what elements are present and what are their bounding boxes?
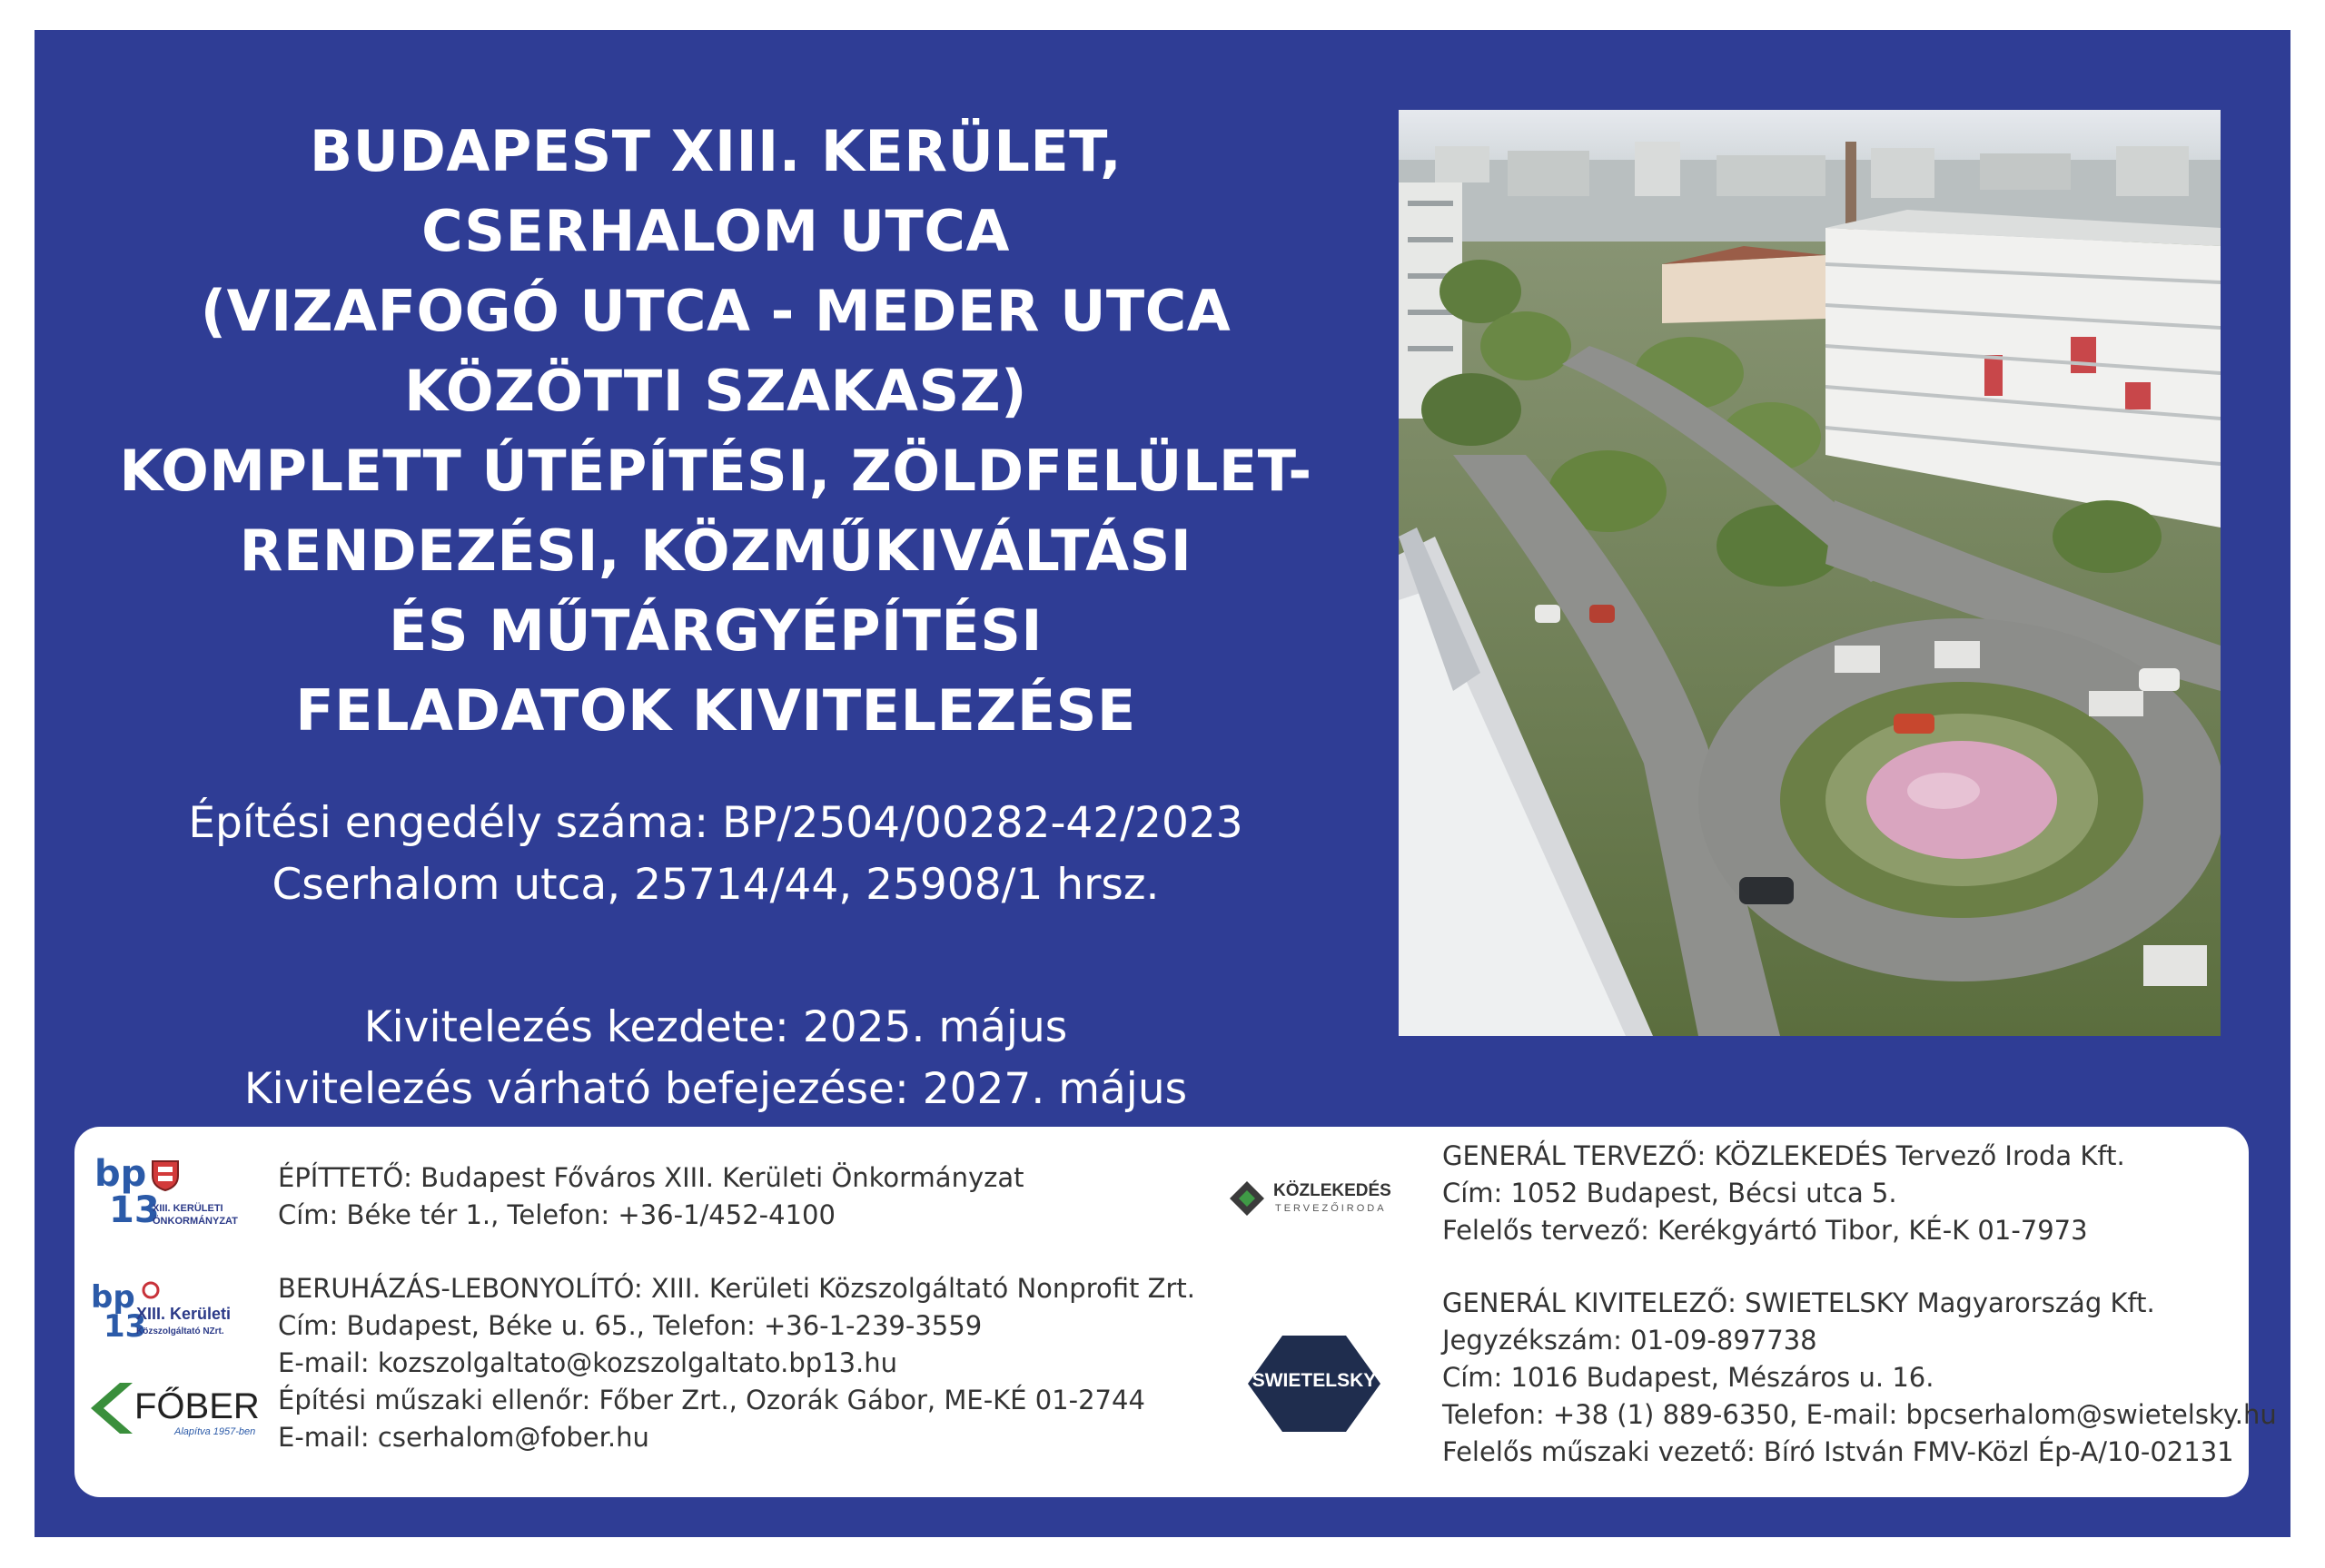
bp13-logo-number: 13	[104, 1308, 147, 1345]
schedule-start: Kivitelezés kezdete: 2025. május	[363, 1002, 1068, 1052]
fober-logo	[91, 1383, 260, 1446]
kozlekedes-name: KÖZLEKEDÉS	[1273, 1181, 1391, 1200]
investor-address: Cím: Budapest, Béke u. 65., Telefon: +36-1-239-3559	[278, 1310, 983, 1341]
bp13-service-title: XIII. Kerületi	[136, 1305, 232, 1323]
bp13-municipality-logo	[94, 1154, 240, 1245]
schedule-end: Kivitelezés várható befejezése: 2027. május	[243, 1064, 1188, 1114]
bp13-logo-text: bp	[91, 1279, 135, 1316]
permit-info	[35, 793, 1397, 916]
kozlekedes-sub: TERVEZŐIRODA	[1275, 1203, 1387, 1214]
designer-address: Cím: 1052 Budapest, Bécsi utca 5.	[1442, 1178, 1897, 1208]
title-line: CSERHALOM UTCA	[421, 198, 1010, 264]
fober-tagline: Alapítva 1957-ben	[174, 1426, 256, 1437]
bp13-onk-line: XIII. KERÜLETI	[153, 1203, 223, 1214]
schedule-info	[35, 997, 1397, 1120]
bp13-service-sub: Közszolgáltató NZrt.	[136, 1326, 224, 1336]
kozlekedes-diamond-icon	[1228, 1179, 1266, 1218]
bp13-logo-text: bp	[94, 1153, 147, 1195]
inspector-email: E-mail: cserhalom@fober.hu	[278, 1422, 649, 1453]
bp13-logo-number: 13	[109, 1189, 160, 1231]
aerial-visualization-image	[1399, 110, 2221, 1036]
permit-number: Építési engedély száma: BP/2504/00282-42/2023	[188, 798, 1243, 848]
investor-email: E-mail: kozszolgaltato@kozszolgaltato.bp13.hu	[278, 1347, 898, 1378]
inspector-line: Építési műszaki ellenőr: Főber Zrt., Ozorák Gábor, ME-KÉ 01-2744	[278, 1385, 1145, 1415]
title-line: RENDEZÉSI, KÖZMŰKIVÁLTÁSI	[239, 518, 1192, 584]
contractor-address: Cím: 1016 Budapest, Mészáros u. 16.	[1442, 1362, 1934, 1393]
builder-line: ÉPÍTTETŐ: Budapest Főváros XIII. Kerületi Önkormányzat	[278, 1162, 1024, 1193]
swietelsky-logo	[1246, 1334, 1382, 1434]
bp13-onk-line: ÖNKORMÁNYZAT	[153, 1216, 238, 1227]
kozlekedes-logo	[1228, 1178, 1410, 1223]
contractor-manager: Felelős műszaki vezető: Bíró István FMV-Közl Ép-A/10-02131	[1442, 1436, 2234, 1467]
project-board	[35, 30, 2290, 1537]
football-icon	[142, 1281, 160, 1299]
bp13-service-logo	[91, 1281, 245, 1354]
coat-of-arms-icon	[151, 1159, 180, 1192]
investor-line: BERUHÁZÁS-LEBONYOLÍTÓ: XIII. Kerületi Közszolgáltató Nonprofit Zrt.	[278, 1273, 1195, 1304]
title-line: BUDAPEST XIII. KERÜLET,	[309, 118, 1123, 184]
contractor-line: GENERÁL KIVITELEZŐ: SWIETELSKY Magyarország Kft.	[1442, 1287, 2155, 1318]
fober-name: FŐBER	[134, 1386, 260, 1426]
contractor-contact: Telefon: +38 (1) 889-6350, E-mail: bpcserhalom@swietelsky.hu	[1442, 1399, 2277, 1430]
fober-arrow-icon	[91, 1383, 134, 1434]
title-line: KÖZÖTTI SZAKASZ)	[404, 358, 1027, 424]
swietelsky-name: SWIETELSKY	[1252, 1370, 1377, 1391]
contractor-registry: Jegyzékszám: 01-09-897738	[1442, 1325, 1817, 1356]
title-line: FELADATOK KIVITELEZÉSE	[295, 677, 1136, 744]
contacts-panel	[74, 1127, 2277, 1497]
title-line: KOMPLETT ÚTÉPÍTÉSI, ZÖLDFELÜLET-	[119, 438, 1312, 504]
project-title	[35, 112, 1397, 751]
title-line: (VIZAFOGÓ UTCA - MEDER UTCA	[200, 278, 1232, 344]
aerial-visualization-drawing	[1399, 110, 2221, 1036]
designer-line: GENERÁL TERVEZŐ: KÖZLEKEDÉS Tervező Iroda Kft.	[1442, 1140, 2125, 1171]
permit-parcels: Cserhalom utca, 25714/44, 25908/1 hrsz.	[272, 860, 1160, 910]
designer-responsible: Felelős tervező: Kerékgyártó Tibor, KÉ-K 01-7973	[1442, 1215, 2088, 1246]
title-line: ÉS MŰTÁRGYÉPÍTÉSI	[389, 597, 1043, 664]
builder-address: Cím: Béke tér 1., Telefon: +36-1/452-4100	[278, 1199, 836, 1230]
